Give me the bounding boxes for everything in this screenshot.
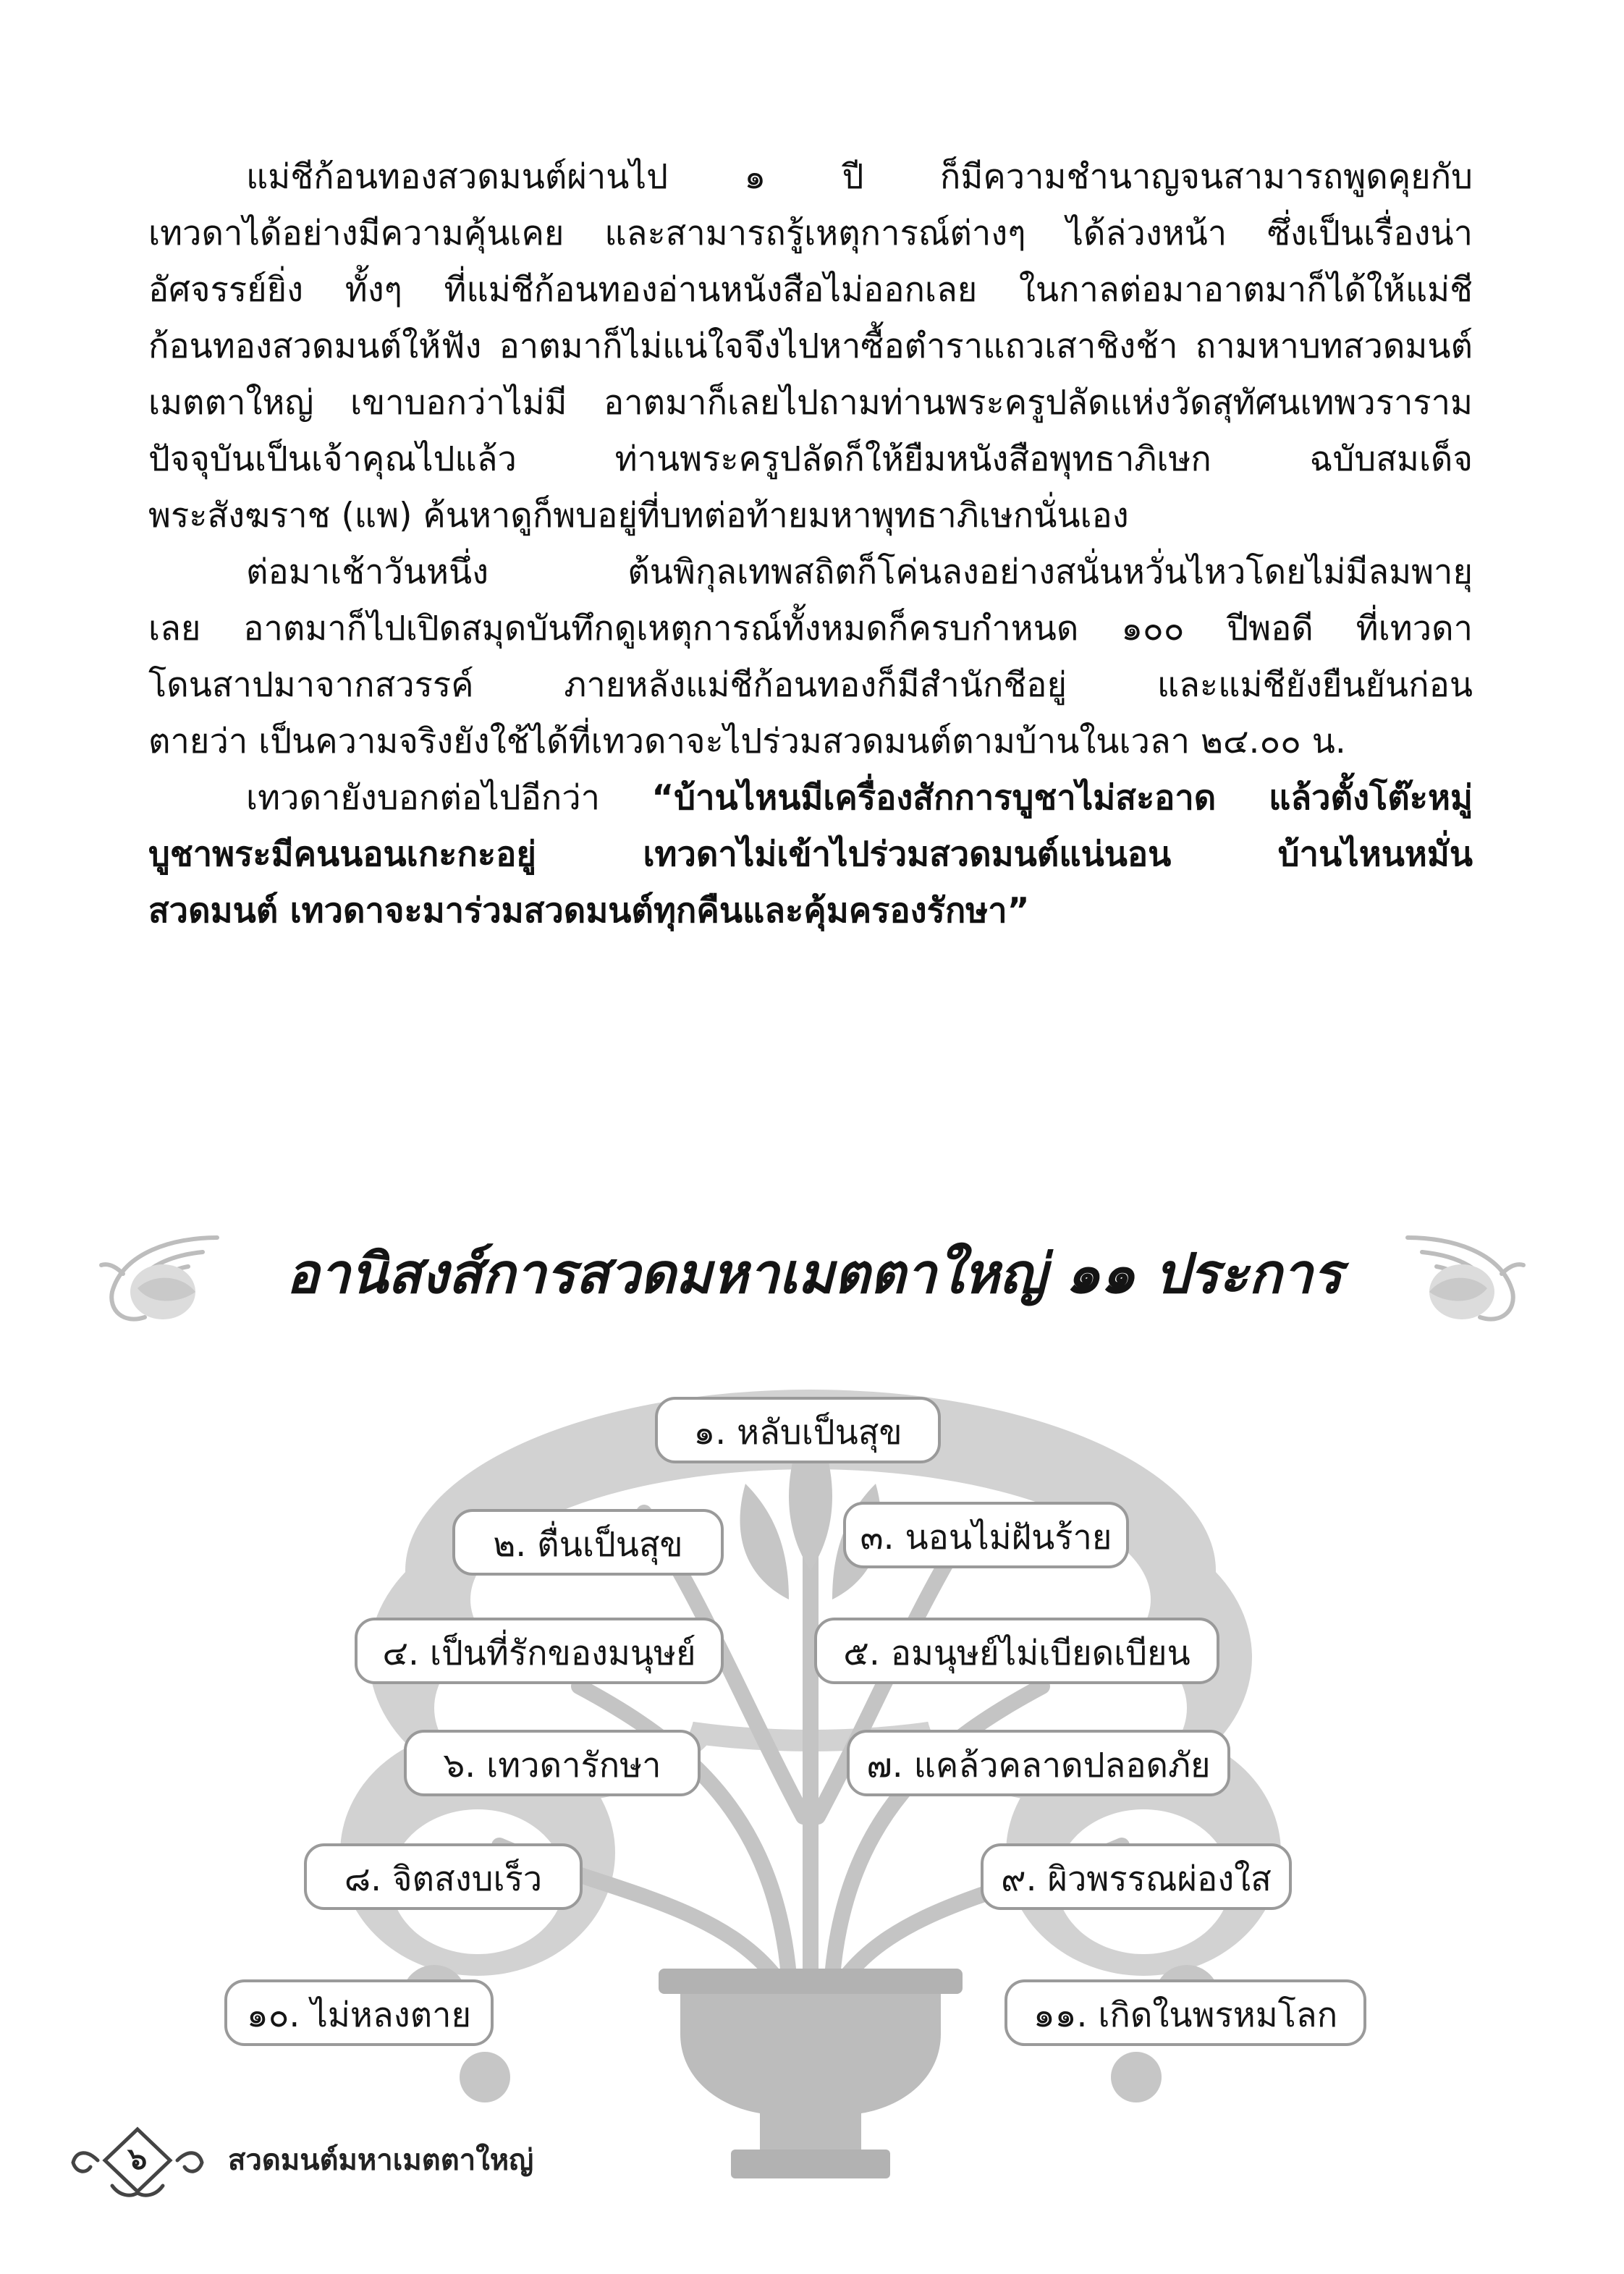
book-title: สวดมนต์มหาเมตตาใหญ่	[228, 2144, 534, 2177]
benefit-item: ๙. ผิวพรรณผ่องใส	[981, 1843, 1292, 1910]
body-line: ปัจจุบันเป็นเจ้าคุณไปแล้ว ท่านพระครูปลัดก็ให้ยืมหนังสือพุทธาภิเษก ฉบับสมเด็จ	[148, 439, 1473, 479]
paragraph-3	[148, 770, 1473, 939]
benefit-item: ๔. เป็นที่รักของมนุษย์	[355, 1618, 724, 1684]
benefit-item: ๖. เทวดารักษา	[404, 1730, 701, 1796]
benefit-item: ๑. หลับเป็นสุข	[655, 1397, 941, 1463]
benefit-item: ๑๐. ไม่หลงตาย	[224, 1979, 494, 2046]
section-heading: อานิสงส์การสวดมหาเมตตาใหญ่ ๑๑ ประการ	[286, 1241, 1342, 1306]
quote-line: บูชาพระมีคนนอนเกะกะอยู่ เทวดาไม่เข้าไปร่วมสวดมนต์แน่นอน บ้านไหนหมั่น	[148, 834, 1473, 874]
left-ornament-icon	[94, 1223, 224, 1332]
quote-line: สวดมนต์ เทวดาจะมาร่วมสวดมนต์ทุกคืนและคุ้มครองรักษา”	[148, 891, 1030, 931]
body-line: อัศจรรย์ยิ่ง ทั้งๆ ที่แม่ชีก้อนทองอ่านหนังสือไม่ออกเลย ในกาลต่อมาอาตมาก็ได้ให้แม่ชี	[148, 270, 1473, 310]
body-line: แม่ชีก้อนทองสวดมนต์ผ่านไป ๑ ปี ก็มีความชำนาญจนสามารถพูดคุยกับ	[246, 157, 1473, 197]
body-line	[148, 770, 1473, 827]
quote-text: “บ้านไหนมีเครื่องสักการบูชาไม่สะอาด แล้วตั้งโต๊ะหมู่	[651, 778, 1473, 818]
body-line: ต่อมาเช้าวันหนึ่ง ต้นพิกุลเทพสถิตก็โค่นลงอย่างสนั่นหวั่นไหวโดยไม่มีลมพายุ	[246, 552, 1473, 592]
quote-intro: เทวดายังบอกต่อไปอีกว่า	[246, 778, 652, 818]
right-ornament-icon	[1400, 1223, 1531, 1332]
benefit-item: ๗. แคล้วคลาดปลอดภัย	[847, 1730, 1230, 1796]
body-line: ตายว่า เป็นความจริงยังใช้ได้ที่เทวดาจะไปร่วมสวดมนต์ตามบ้านในเวลา ๒๔.๐๐ น.	[148, 722, 1346, 761]
body-line: เลย อาตมาก็ไปเปิดสมุดบันทึกดูเหตุการณ์ทั้งหมดก็ครบกำหนด ๑๐๐ ปีพอดี ที่เทวดา	[148, 609, 1473, 648]
benefit-item: ๕. อมนุษย์ไม่เบียดเบียน	[814, 1618, 1219, 1684]
body-line: พระสังฆราช (แพ) ค้นหาดูก็พบอยู่ที่บทต่อท้ายมหาพุทธาภิเษกนั่นเอง	[148, 496, 1129, 536]
benefit-item: ๒. ตื่นเป็นสุข	[452, 1509, 724, 1576]
paragraph-2	[148, 544, 1473, 770]
body-line: เมตตาใหญ่ เขาบอกว่าไม่มี อาตมาก็เลยไปถามท่านพระครูปลัดแห่งวัดสุทัศนเทพวราราม	[148, 383, 1473, 423]
body-line: เทวดาได้อย่างมีความคุ้นเคย และสามารถรู้เหตุการณ์ต่างๆ ได้ล่วงหน้า ซึ่งเป็นเรื่องน่า	[148, 214, 1473, 253]
paragraph-1	[148, 149, 1473, 544]
benefit-item: ๘. จิตสงบเร็ว	[304, 1843, 583, 1910]
benefit-item: ๓. นอนไม่ฝันร้าย	[843, 1502, 1129, 1568]
page-number: ๖	[127, 2141, 148, 2176]
benefit-item: ๑๑. เกิดในพรหมโลก	[1005, 1979, 1366, 2046]
body-line: โดนสาปมาจากสวรรค์ ภายหลังแม่ชีก้อนทองก็มีสำนักชีอยู่ และแม่ชียังยืนยันก่อน	[148, 665, 1473, 705]
body-line: ก้อนทองสวดมนต์ให้ฟัง อาตมาก็ไม่แน่ใจจึงไปหาซื้อตำราแถวเสาชิงช้า ถามหาบทสวดมนต์	[148, 326, 1473, 366]
